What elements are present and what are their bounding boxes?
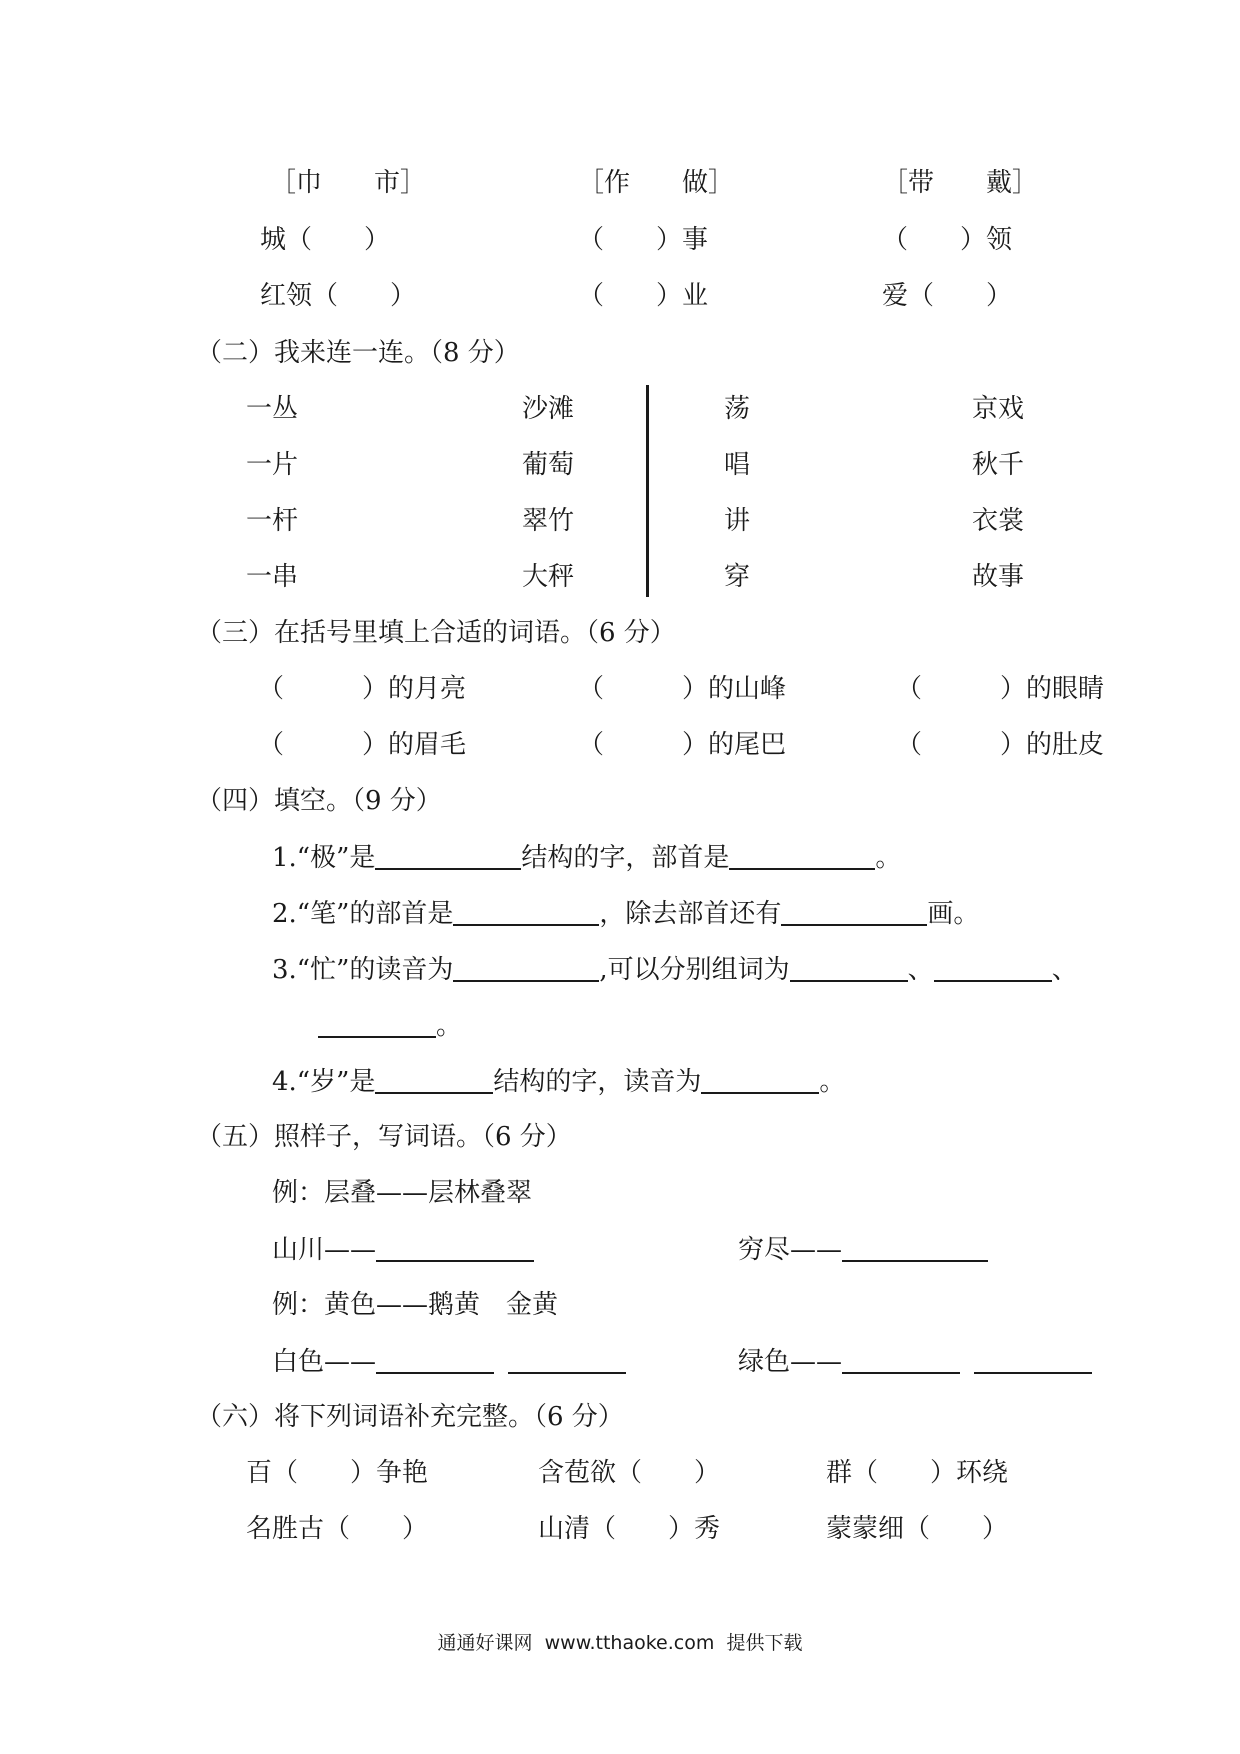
group3-row1: （ ）领 [882, 225, 1013, 255]
idiom-3: 群（ ）环绕 [826, 1458, 1009, 1488]
q4-blank-1[interactable] [375, 1066, 493, 1094]
item1-label: 山川—— [272, 1235, 377, 1265]
match-left-a-3: 一杆 [246, 506, 299, 536]
q2-text-b: ，除去部首还有 [599, 899, 782, 929]
part4-title: （四）填空。（9 分） [196, 786, 442, 816]
fill-1: （ ）的月亮 [258, 674, 467, 704]
match-right-b-2: 秋千 [972, 450, 1025, 480]
part3-title: （三）在括号里填上合适的词语。（6 分） [196, 618, 676, 648]
match-left-a-4: 一串 [246, 562, 299, 592]
q3 [272, 954, 1078, 985]
group2-row1: （ ）事 [578, 225, 709, 255]
match-divider [646, 385, 649, 597]
q1-blank-2[interactable] [729, 842, 875, 870]
fill-6: （ ）的肚皮 [896, 730, 1105, 760]
group1-header: ［巾 市］ [270, 168, 427, 198]
item2-label: 穷尽—— [738, 1235, 843, 1265]
match-left-b-1: 沙滩 [522, 394, 575, 424]
match-left-a-1: 一丛 [246, 394, 299, 424]
group3-header: ［带 戴］ [882, 168, 1039, 198]
match-right-b-1: 京戏 [972, 394, 1025, 424]
match-left-a-2: 一片 [246, 450, 299, 480]
item3-label: 白色—— [272, 1347, 377, 1377]
idiom-4: 名胜古（ ） [246, 1514, 429, 1544]
match-right-a-2: 唱 [724, 450, 751, 480]
fill-2: （ ）的山峰 [578, 674, 787, 704]
fill-4: （ ）的眉毛 [258, 730, 467, 760]
item-lvse [738, 1346, 1092, 1377]
q1-text-c: 。 [875, 843, 902, 873]
q3-blank-3[interactable] [934, 954, 1052, 982]
q3-blank-1[interactable] [453, 954, 599, 982]
group3-row2: 爱（ ） [882, 281, 1013, 311]
q3-cont [318, 1010, 462, 1041]
q2 [272, 898, 979, 929]
match-right-a-4: 穿 [724, 562, 751, 592]
q1 [272, 842, 901, 873]
q4 [272, 1066, 845, 1097]
item4-label: 绿色—— [738, 1347, 843, 1377]
example-1: 例：层叠——层林叠翠 [272, 1178, 533, 1208]
item-shanchuan [272, 1234, 534, 1265]
q3-blank-4[interactable] [318, 1010, 436, 1038]
idiom-2: 含苞欲（ ） [538, 1458, 721, 1488]
part5-title: （五）照样子，写词语。（6 分） [196, 1122, 572, 1152]
footer-source: 通通好课网 www.tthaoke.com 提供下载 [437, 1632, 803, 1654]
part6-title: （六）将下列词语补充完整。（6 分） [196, 1402, 624, 1432]
q2-text-a: 2.“笔”的部首是 [272, 899, 454, 929]
q1-text-b: 结构的字，部首是 [521, 843, 730, 873]
group2-row2: （ ）业 [578, 281, 709, 311]
q3-text-c: 、 [907, 955, 934, 985]
match-left-b-2: 葡萄 [522, 450, 575, 480]
match-left-b-4: 大秤 [522, 562, 575, 592]
q1-blank-1[interactable] [375, 842, 521, 870]
q3-blank-2[interactable] [790, 954, 908, 982]
q2-text-c: 画。 [927, 899, 980, 929]
match-left-b-3: 翠竹 [522, 506, 575, 536]
q3-text-a: 3.“忙”的读音为 [272, 955, 454, 985]
group2-header: ［作 做］ [578, 168, 735, 198]
fill-3: （ ）的眼睛 [896, 674, 1105, 704]
item3-blank-2[interactable] [508, 1346, 626, 1374]
group1-row1: 城（ ） [260, 225, 391, 255]
item3-blank-1[interactable] [376, 1346, 494, 1374]
item4-blank-2[interactable] [974, 1346, 1092, 1374]
q4-text-c: 。 [819, 1067, 846, 1097]
match-right-b-3: 衣裳 [972, 506, 1025, 536]
match-right-a-1: 荡 [724, 394, 751, 424]
q1-text-a: 1.“极”是 [272, 843, 376, 873]
q4-text-b: 结构的字，读音为 [493, 1067, 702, 1097]
match-right-b-4: 故事 [972, 562, 1025, 592]
item-baise [272, 1346, 626, 1377]
idiom-1: 百（ ）争艳 [246, 1458, 429, 1488]
item-qiongjin [738, 1234, 988, 1265]
item2-blank[interactable] [842, 1234, 988, 1262]
q4-blank-2[interactable] [701, 1066, 819, 1094]
fill-5: （ ）的尾巴 [578, 730, 787, 760]
q4-text-a: 4.“岁”是 [272, 1067, 376, 1097]
q3-text-e: 。 [436, 1011, 463, 1041]
item1-blank[interactable] [376, 1234, 534, 1262]
q2-blank-2[interactable] [781, 898, 927, 926]
part2-title: （二）我来连一连。（8 分） [196, 338, 520, 368]
item4-blank-1[interactable] [842, 1346, 960, 1374]
match-right-a-3: 讲 [724, 506, 751, 536]
q3-text-d: 、 [1051, 955, 1078, 985]
q2-blank-1[interactable] [453, 898, 599, 926]
group1-row2: 红领（ ） [260, 281, 417, 311]
idiom-6: 蒙蒙细（ ） [826, 1514, 1009, 1544]
idiom-5: 山清（ ）秀 [538, 1514, 721, 1544]
q3-text-b: ,可以分别组词为 [599, 955, 790, 985]
example-2: 例：黄色——鹅黄 金黄 [272, 1290, 559, 1320]
